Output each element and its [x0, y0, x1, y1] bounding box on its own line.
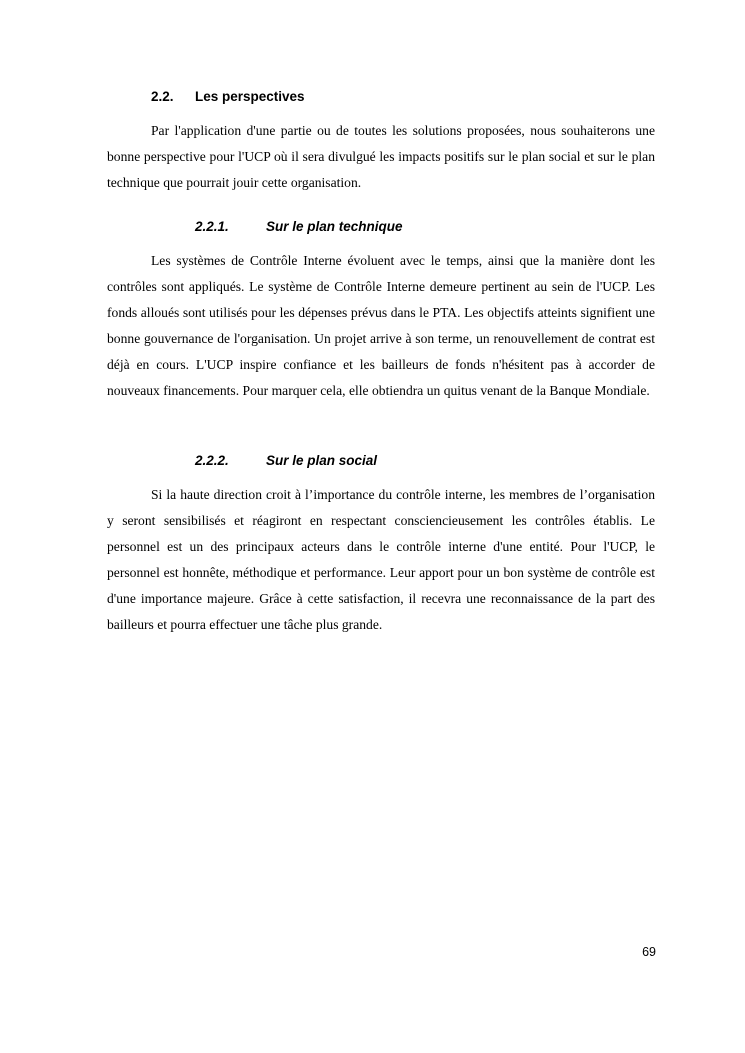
page-number: 69 [642, 945, 656, 959]
section-number: 2.2. [151, 89, 174, 104]
section-intro-paragraph: Par l'application d'une partie ou de toutes les solutions proposées, nous souhaiterons une bonne perspective pour l'UCP où il sera divulgué les impacts positifs sur le plan social et sur le plan technique que pourrait jouir cette organisation. [107, 123, 655, 190]
subsection-technique-paragraph: Les systèmes de Contrôle Interne évoluent avec le temps, ainsi que la manière dont les contrôles sont appliqués. Le système de Contrôle Interne demeure pertinent au sein de l'UCP. Les fonds alloués sont utilisés pour les dépenses prévus dans le PTA. Les objectifs atteints signifient une bonne gouvernance de l'organisation. Un projet arrive à son terme, un renouvellement de contrat est déjà en cours. L'UCP inspire confiance et les bailleurs de fonds n'hésitent pas à accorder de nouveaux financements. Pour marquer cela, elle obtiendra un quitus venant de la Banque Mondiale. [107, 253, 655, 398]
subsection-heading-social [195, 453, 377, 469]
subsection-heading-technique [195, 219, 403, 235]
subsection-title: Sur le plan technique [266, 219, 403, 234]
subsection-number: 2.2.1. [195, 219, 229, 234]
subsection-title: Sur le plan social [266, 453, 378, 468]
section-title: Les perspectives [195, 89, 305, 104]
subsection-social-paragraph: Si la haute direction croit à l’importance du contrôle interne, les membres de l’organisation y seront sensibilisés et réagiront en respectant consciencieusement les contrôles établis. Le personnel est un des principaux acteurs dans le contrôle interne d'une entité. Pour l'UCP, le personnel est honnête, méthodique et performance. Leur apport pour un bon système de contrôle est d'une importance majeure. Grâce à cette satisfaction, il recevra une reconnaissance de la part des bailleurs et pourra effectuer une tâche plus grande. [107, 487, 655, 632]
section-heading [151, 89, 305, 105]
subsection-number: 2.2.2. [195, 453, 229, 468]
